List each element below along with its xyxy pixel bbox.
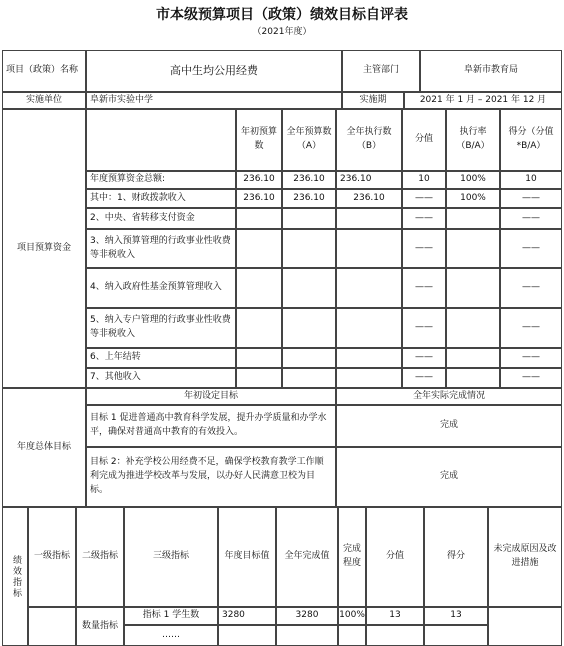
budget-row-exec (336, 268, 402, 308)
budget-row-initial (236, 229, 282, 268)
budget-row-initial (236, 268, 282, 308)
budget-row-points: 10 (500, 171, 562, 189)
budget-row-score: —— (402, 308, 446, 348)
budget-row-full (282, 368, 336, 388)
budget-row-label: 3、纳入预算管理的行政事业性收费等非税收入 (86, 229, 236, 268)
budget-row-rate (446, 368, 500, 388)
perf-cell-l3-more: …… (124, 625, 218, 646)
budget-row-full (282, 348, 336, 368)
perf-cell-target: 3280 (218, 607, 276, 625)
budget-row-label: 4、纳入政府性基金预算管理收入 (86, 268, 236, 308)
goals-section-label: 年度总体目标 (2, 388, 86, 507)
budget-row-full: 236.10 (282, 171, 336, 189)
budget-row-label: 6、上年结转 (86, 348, 236, 368)
budget-row-score: —— (402, 368, 446, 388)
budget-row-initial: 236.10 (236, 171, 282, 189)
goals-done-header: 全年实际完成情况 (336, 388, 562, 405)
budget-row-points: —— (500, 268, 562, 308)
perf-cell-l3: 指标 1 学生数 (124, 607, 218, 625)
project-name-label: 项目（政策）名称 (2, 50, 86, 92)
budget-row-label: 年度预算资金总额: (86, 171, 236, 189)
perf-cell-score-blank (366, 625, 424, 646)
budget-row-rate (446, 348, 500, 368)
budget-row-points: —— (500, 368, 562, 388)
header-full-budget: 全年预算数（A） (282, 109, 336, 171)
budget-row-rate (446, 229, 500, 268)
budget-row-score: —— (402, 268, 446, 308)
budget-row-rate (446, 208, 500, 229)
budget-row-label: 7、其他收入 (86, 368, 236, 388)
budget-row-score: —— (402, 348, 446, 368)
perf-side-label-text: 绩效指标 (10, 554, 21, 599)
budget-row-points: —— (500, 308, 562, 348)
budget-row-score: —— (402, 208, 446, 229)
perf-cell-points: 13 (424, 607, 488, 625)
goal-text: 目标 1 促进普通高中教育科学发展，提升办学质量和办学水平，确保对普通高中教育的有效投入。 (86, 405, 336, 447)
period-value: 2021 年 1 月 – 2021 年 12 月 (404, 92, 562, 109)
perf-cell-score: 13 (366, 607, 424, 625)
perf-header-l2: 二级指标 (76, 507, 124, 607)
budget-row-points: —— (500, 229, 562, 268)
perf-header-degree: 完成程度 (338, 507, 366, 607)
budget-row-initial (236, 208, 282, 229)
budget-section-label: 项目预算资金 (2, 109, 86, 388)
budget-row-label: 5、纳入专户管理的行政事业性收费等非税收入 (86, 308, 236, 348)
goals-set-header: 年初设定目标 (86, 388, 336, 405)
budget-row-rate (446, 268, 500, 308)
period-label: 实施期 (342, 92, 404, 109)
unit-value: 阜新市实验中学 (86, 92, 342, 109)
perf-cell-target-blank (218, 625, 276, 646)
perf-header-l3: 三级指标 (124, 507, 218, 607)
header-points: 得分（分值*B/A） (500, 109, 562, 171)
budget-row-points: —— (500, 189, 562, 208)
evaluation-table (0, 50, 564, 646)
header-rate: 执行率（B/A） (446, 109, 500, 171)
perf-side-label (2, 507, 28, 646)
budget-row-points: —— (500, 348, 562, 368)
form-year: （2021年度） (252, 27, 312, 37)
budget-row-initial (236, 348, 282, 368)
goal-status: 完成 (336, 405, 562, 447)
budget-row-full (282, 208, 336, 229)
budget-row-exec (336, 229, 402, 268)
budget-row-label: 2、中央、省转移支付资金 (86, 208, 236, 229)
perf-cell-degree: 100% (338, 607, 366, 625)
project-name-value: 高中生均公用经费 (86, 50, 342, 92)
header-executed: 全年执行数（B） (336, 109, 402, 171)
budget-row-exec: 236.10 (336, 171, 402, 189)
budget-row-initial (236, 308, 282, 348)
perf-cell-actual-blank (276, 625, 338, 646)
budget-row-full (282, 308, 336, 348)
unit-label: 实施单位 (2, 92, 86, 109)
budget-row-exec (336, 308, 402, 348)
header-initial: 年初预算数 (236, 109, 282, 171)
perf-cell-degree-blank (338, 625, 366, 646)
perf-cell-l1 (28, 607, 76, 646)
goal-text: 目标 2：补充学校公用经费不足，确保学校教育教学工作顺利完成为推进学校改革与发展，以办好人民满意卫校为目标。 (86, 447, 336, 507)
perf-header-score: 分值 (366, 507, 424, 607)
perf-cell-actual: 3280 (276, 607, 338, 625)
perf-cell-reason (488, 607, 562, 646)
budget-row-label: 其中：1、财政拨款收入 (86, 189, 236, 208)
budget-row-full (282, 229, 336, 268)
goal-status: 完成 (336, 447, 562, 507)
budget-row-rate (446, 308, 500, 348)
perf-header-points: 得分 (424, 507, 488, 607)
perf-header-l1: 一级指标 (28, 507, 76, 607)
perf-cell-points-blank (424, 625, 488, 646)
budget-row-score: —— (402, 189, 446, 208)
budget-row-points: —— (500, 208, 562, 229)
perf-header-reason: 未完成原因及改进措施 (488, 507, 562, 607)
dept-label: 主管部门 (342, 50, 420, 92)
header-score: 分值 (402, 109, 446, 171)
budget-row-rate: 100% (446, 189, 500, 208)
budget-row-exec: 236.10 (336, 189, 402, 208)
budget-row-exec (336, 348, 402, 368)
budget-row-full: 236.10 (282, 189, 336, 208)
dept-value: 阜新市教育局 (420, 50, 562, 92)
budget-row-score: —— (402, 229, 446, 268)
perf-cell-l2: 数量指标 (76, 607, 124, 646)
form-title: 市本级预算项目（政策）绩效目标自评表 (156, 7, 408, 23)
budget-row-rate: 100% (446, 171, 500, 189)
budget-row-initial (236, 368, 282, 388)
budget-header-blank (86, 109, 236, 171)
budget-row-initial: 236.10 (236, 189, 282, 208)
budget-row-exec (336, 368, 402, 388)
budget-row-score: 10 (402, 171, 446, 189)
budget-row-full (282, 268, 336, 308)
perf-header-actual: 全年完成值 (276, 507, 338, 607)
budget-row-exec (336, 208, 402, 229)
perf-header-target: 年度目标值 (218, 507, 276, 607)
